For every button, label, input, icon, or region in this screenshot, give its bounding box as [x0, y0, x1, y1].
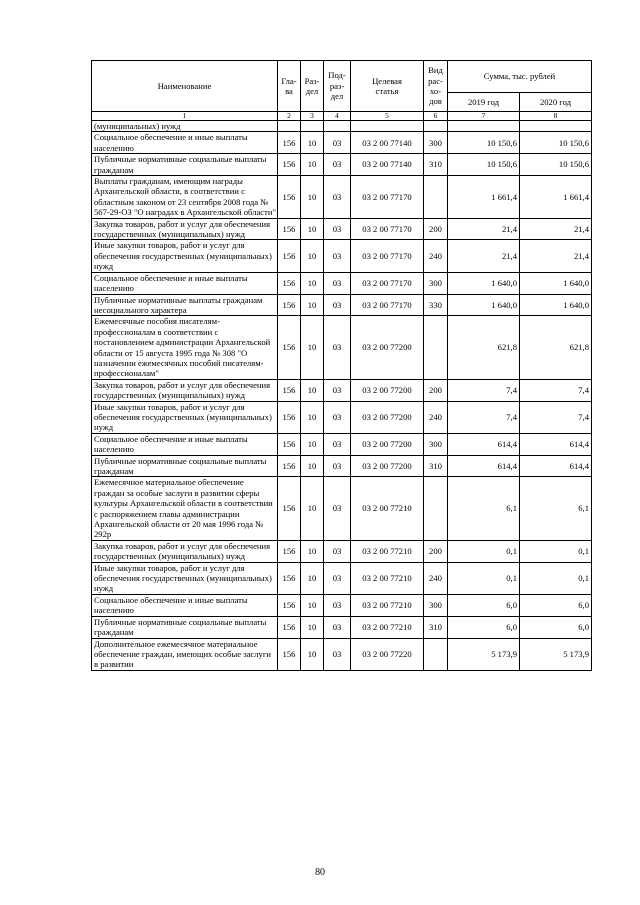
row-chapter: 156	[278, 401, 301, 433]
row-sum-2020: 0,1	[520, 540, 592, 562]
row-section: 10	[301, 401, 324, 433]
page-number: 80	[315, 867, 325, 878]
column-number: 8	[520, 112, 592, 121]
row-sum-2020: 1 661,4	[520, 176, 592, 219]
row-section: 10	[301, 316, 324, 379]
row-expense-type: 300	[424, 594, 448, 616]
row-sum-2020: 21,4	[520, 240, 592, 272]
row-sum-2019: 614,4	[448, 433, 520, 455]
row-chapter: 156	[278, 433, 301, 455]
column-number: 2	[278, 112, 301, 121]
header-subsection: Под- раз- дел	[324, 61, 351, 112]
row-expense-type	[424, 638, 448, 670]
row-chapter: 156	[278, 132, 301, 154]
row-expense-type	[424, 121, 448, 132]
row-section: 10	[301, 477, 324, 540]
table-row	[92, 132, 592, 154]
row-target: 03 2 00 77170	[351, 294, 424, 316]
row-sum-2019: 0,1	[448, 562, 520, 594]
row-expense-type: 310	[424, 154, 448, 176]
row-subsection: 03	[324, 638, 351, 670]
header-chapter: Гла- ва	[278, 61, 301, 112]
row-section: 10	[301, 272, 324, 294]
row-name: Социальное обеспечение и иные выплаты населению	[92, 594, 278, 616]
row-chapter: 156	[278, 616, 301, 638]
row-section: 10	[301, 132, 324, 154]
row-expense-type: 300	[424, 433, 448, 455]
row-chapter: 156	[278, 379, 301, 401]
row-expense-type: 240	[424, 562, 448, 594]
row-section	[301, 121, 324, 132]
row-sum-2019: 21,4	[448, 240, 520, 272]
row-expense-type	[424, 176, 448, 219]
header-sum: Сумма, тыс. рублей	[448, 61, 592, 93]
table-row	[92, 240, 592, 272]
row-name: Выплаты гражданам, имеющим награды Архангельской области, в соответствии с областным законом от 23 сентября 2008 года № 567-29-ОЗ "О наградах в Архангельской области"	[92, 176, 278, 219]
table-row	[92, 154, 592, 176]
row-name: Иные закупки товаров, работ и услуг для обеспечения государственных (муниципальных) нужд	[92, 401, 278, 433]
row-sum-2020: 0,1	[520, 562, 592, 594]
row-sum-2019: 6,0	[448, 616, 520, 638]
row-expense-type: 200	[424, 540, 448, 562]
row-section: 10	[301, 433, 324, 455]
row-chapter: 156	[278, 272, 301, 294]
row-target: 03 2 00 77210	[351, 594, 424, 616]
row-section: 10	[301, 176, 324, 219]
row-chapter: 156	[278, 218, 301, 240]
column-number: 6	[424, 112, 448, 121]
row-name: Дополнительное ежемесячное материальное обеспечение граждан, имеющих особые заслуги в развитии	[92, 638, 278, 670]
row-name: Социальное обеспечение и иные выплаты населению	[92, 272, 278, 294]
table-row	[92, 218, 592, 240]
row-sum-2019: 1 640,0	[448, 294, 520, 316]
row-sum-2019: 621,8	[448, 316, 520, 379]
row-chapter: 156	[278, 638, 301, 670]
row-chapter: 156	[278, 562, 301, 594]
row-name: Иные закупки товаров, работ и услуг для обеспечения государственных (муниципальных) нужд	[92, 562, 278, 594]
row-subsection: 03	[324, 594, 351, 616]
budget-table	[91, 60, 592, 671]
row-subsection: 03	[324, 218, 351, 240]
row-expense-type: 240	[424, 240, 448, 272]
row-section: 10	[301, 616, 324, 638]
row-sum-2019: 10 150,6	[448, 132, 520, 154]
row-sum-2019: 614,4	[448, 455, 520, 477]
table-row	[92, 594, 592, 616]
row-subsection: 03	[324, 455, 351, 477]
row-target: 03 2 00 77170	[351, 272, 424, 294]
row-section: 10	[301, 240, 324, 272]
row-subsection: 03	[324, 240, 351, 272]
row-target	[351, 121, 424, 132]
row-subsection: 03	[324, 477, 351, 540]
row-subsection: 03	[324, 176, 351, 219]
row-chapter	[278, 121, 301, 132]
row-subsection: 03	[324, 294, 351, 316]
row-subsection: 03	[324, 316, 351, 379]
row-target: 03 2 00 77140	[351, 132, 424, 154]
row-section: 10	[301, 638, 324, 670]
row-chapter: 156	[278, 240, 301, 272]
row-target: 03 2 00 77210	[351, 562, 424, 594]
row-subsection: 03	[324, 540, 351, 562]
column-number-row	[92, 112, 592, 121]
row-target: 03 2 00 77170	[351, 218, 424, 240]
row-subsection: 03	[324, 154, 351, 176]
table-row	[92, 638, 592, 670]
table-row	[92, 562, 592, 594]
row-sum-2019: 21,4	[448, 218, 520, 240]
row-expense-type: 310	[424, 616, 448, 638]
column-number: 3	[301, 112, 324, 121]
column-number: 5	[351, 112, 424, 121]
table-row	[92, 455, 592, 477]
row-sum-2019: 10 150,6	[448, 154, 520, 176]
row-sum-2020: 6,0	[520, 616, 592, 638]
row-expense-type: 330	[424, 294, 448, 316]
table-row	[92, 121, 592, 132]
row-chapter: 156	[278, 477, 301, 540]
table-row	[92, 379, 592, 401]
row-chapter: 156	[278, 594, 301, 616]
row-target: 03 2 00 77220	[351, 638, 424, 670]
row-target: 03 2 00 77200	[351, 455, 424, 477]
header-name: Наименование	[92, 61, 278, 112]
row-expense-type: 300	[424, 272, 448, 294]
row-expense-type: 240	[424, 401, 448, 433]
row-target: 03 2 00 77200	[351, 379, 424, 401]
row-name: Закупка товаров, работ и услуг для обеспечения государственных (муниципальных) нужд	[92, 218, 278, 240]
row-section: 10	[301, 562, 324, 594]
table-row	[92, 433, 592, 455]
row-sum-2019: 1 661,4	[448, 176, 520, 219]
row-target: 03 2 00 77210	[351, 477, 424, 540]
row-expense-type	[424, 477, 448, 540]
row-target: 03 2 00 77200	[351, 316, 424, 379]
row-section: 10	[301, 218, 324, 240]
row-sum-2020: 614,4	[520, 455, 592, 477]
row-sum-2020: 7,4	[520, 379, 592, 401]
budget-table-container	[91, 60, 591, 671]
row-chapter: 156	[278, 540, 301, 562]
row-chapter: 156	[278, 316, 301, 379]
row-sum-2020: 21,4	[520, 218, 592, 240]
row-sum-2020: 1 640,0	[520, 272, 592, 294]
row-subsection: 03	[324, 433, 351, 455]
row-target: 03 2 00 77210	[351, 616, 424, 638]
row-name: Иные закупки товаров, работ и услуг для обеспечения государственных (муниципальных) нужд	[92, 240, 278, 272]
table-row	[92, 316, 592, 379]
header-target: Целевая статья	[351, 61, 424, 112]
row-sum-2020: 10 150,6	[520, 132, 592, 154]
row-expense-type: 200	[424, 379, 448, 401]
table-row	[92, 616, 592, 638]
row-name: Ежемесячное материальное обеспечение граждан за особые заслуги в развитии сферы культуры Архангельской области в соответствии с распоряжением главы администрации Архангельской области от 20 мая 1996 года № 292р	[92, 477, 278, 540]
header-year-2020: 2020 год	[520, 93, 592, 112]
row-target: 03 2 00 77200	[351, 433, 424, 455]
row-sum-2020: 614,4	[520, 433, 592, 455]
row-expense-type: 310	[424, 455, 448, 477]
row-section: 10	[301, 379, 324, 401]
table-row	[92, 477, 592, 540]
table-row	[92, 401, 592, 433]
row-name: Ежемесячные пособия писателям-профессионалам в соответствии с постановлением администрации Архангельской области от 15 августа 1995 года № 308 "О назначении ежемесячных пособий писателям-профессионалам"	[92, 316, 278, 379]
row-target: 03 2 00 77170	[351, 240, 424, 272]
row-chapter: 156	[278, 294, 301, 316]
row-chapter: 156	[278, 176, 301, 219]
row-name: Публичные нормативные социальные выплаты гражданам	[92, 455, 278, 477]
row-section: 10	[301, 294, 324, 316]
row-sum-2019: 6,0	[448, 594, 520, 616]
row-name: (муниципальных) нужд	[92, 121, 278, 132]
row-sum-2020: 621,8	[520, 316, 592, 379]
row-section: 10	[301, 540, 324, 562]
header-section: Раз- дел	[301, 61, 324, 112]
row-chapter: 156	[278, 154, 301, 176]
row-name: Социальное обеспечение и иные выплаты населению	[92, 132, 278, 154]
row-subsection: 03	[324, 562, 351, 594]
row-sum-2020	[520, 121, 592, 132]
row-target: 03 2 00 77170	[351, 176, 424, 219]
table-row	[92, 176, 592, 219]
row-sum-2019: 5 173,9	[448, 638, 520, 670]
row-sum-2020: 7,4	[520, 401, 592, 433]
row-sum-2020: 5 173,9	[520, 638, 592, 670]
row-subsection: 03	[324, 132, 351, 154]
row-expense-type: 200	[424, 218, 448, 240]
header-year-2019: 2019 год	[448, 93, 520, 112]
row-name: Социальное обеспечение и иные выплаты населению	[92, 433, 278, 455]
row-expense-type: 300	[424, 132, 448, 154]
row-sum-2020: 10 150,6	[520, 154, 592, 176]
row-chapter: 156	[278, 455, 301, 477]
row-subsection: 03	[324, 272, 351, 294]
row-name: Закупка товаров, работ и услуг для обеспечения государственных (муниципальных) нужд	[92, 540, 278, 562]
column-number: 7	[448, 112, 520, 121]
row-subsection	[324, 121, 351, 132]
table-row	[92, 272, 592, 294]
row-section: 10	[301, 594, 324, 616]
column-number: 1	[92, 112, 278, 121]
row-section: 10	[301, 455, 324, 477]
row-sum-2019: 1 640,0	[448, 272, 520, 294]
header-expense-type: Вид рас- хо- дов	[424, 61, 448, 112]
row-name: Публичные нормативные выплаты гражданам несоциального характера	[92, 294, 278, 316]
row-sum-2020: 1 640,0	[520, 294, 592, 316]
row-sum-2019	[448, 121, 520, 132]
row-sum-2019: 6,1	[448, 477, 520, 540]
row-target: 03 2 00 77210	[351, 540, 424, 562]
row-expense-type	[424, 316, 448, 379]
row-sum-2020: 6,1	[520, 477, 592, 540]
row-name: Публичные нормативные социальные выплаты гражданам	[92, 154, 278, 176]
row-subsection: 03	[324, 401, 351, 433]
row-sum-2019: 0,1	[448, 540, 520, 562]
row-sum-2019: 7,4	[448, 401, 520, 433]
row-sum-2019: 7,4	[448, 379, 520, 401]
row-sum-2020: 6,0	[520, 594, 592, 616]
row-name: Закупка товаров, работ и услуг для обеспечения государственных (муниципальных) нужд	[92, 379, 278, 401]
column-number: 4	[324, 112, 351, 121]
table-row	[92, 294, 592, 316]
row-target: 03 2 00 77140	[351, 154, 424, 176]
row-name: Публичные нормативные социальные выплаты гражданам	[92, 616, 278, 638]
row-target: 03 2 00 77200	[351, 401, 424, 433]
row-subsection: 03	[324, 616, 351, 638]
table-row	[92, 540, 592, 562]
row-subsection: 03	[324, 379, 351, 401]
row-section: 10	[301, 154, 324, 176]
